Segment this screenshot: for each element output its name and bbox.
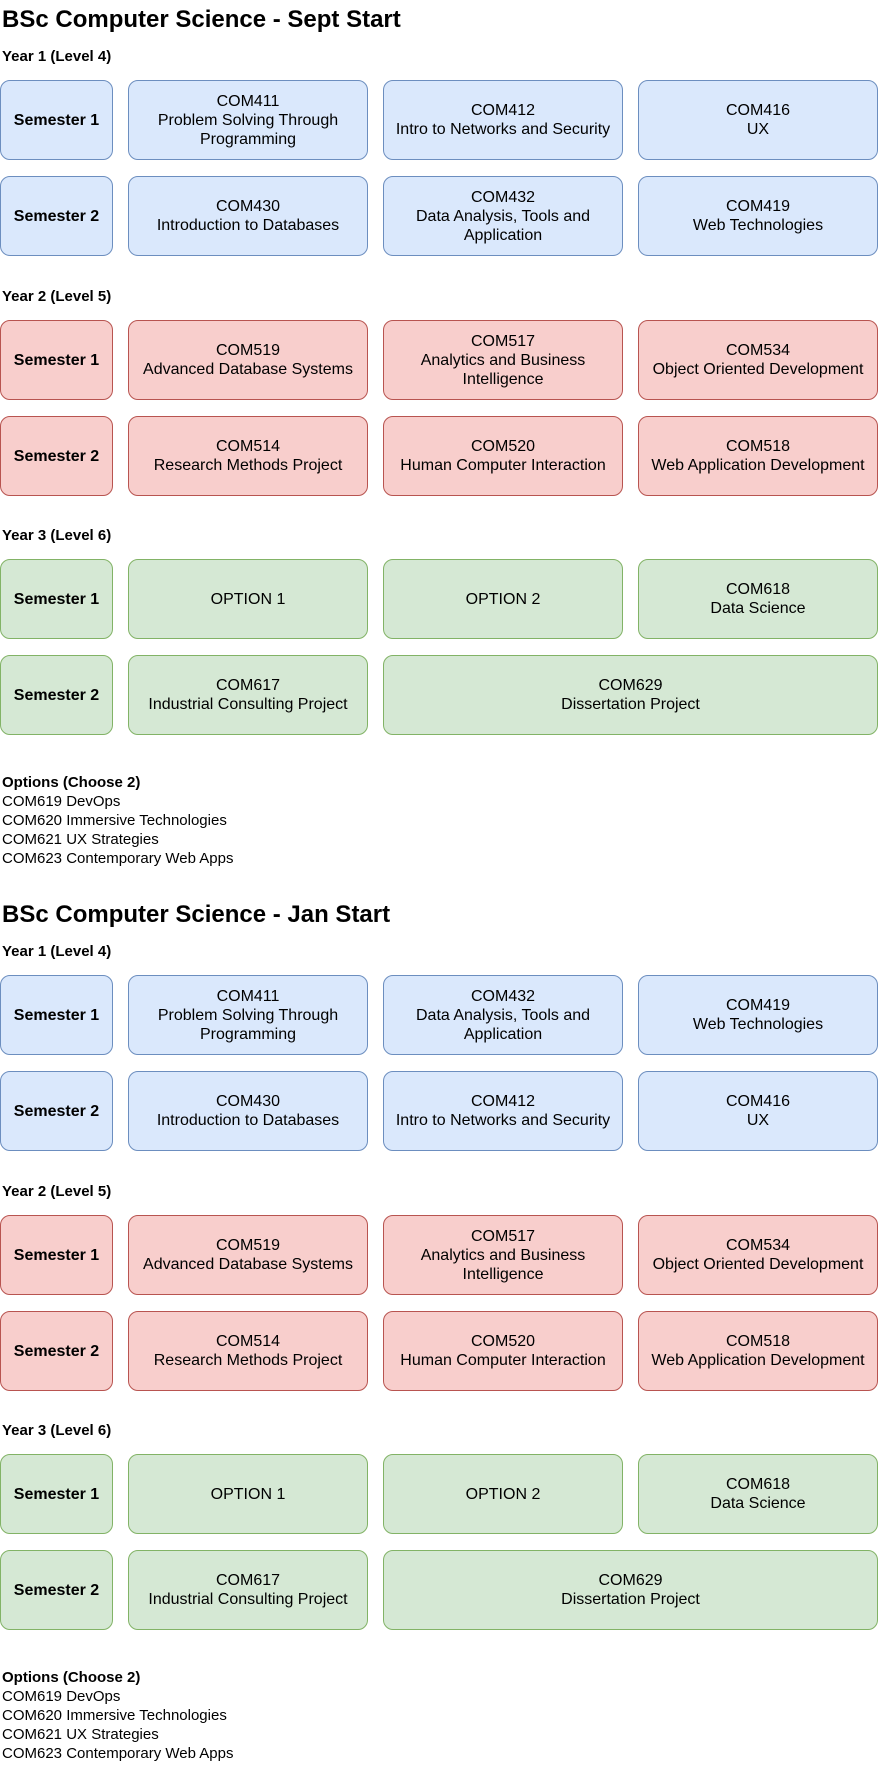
- semester-label: [0, 1311, 113, 1391]
- option-box: [383, 1454, 623, 1534]
- module-box: [383, 176, 623, 256]
- module-name: Data Science: [710, 600, 806, 617]
- module-code: COM520: [470, 1333, 536, 1350]
- module-box: [383, 1215, 623, 1295]
- module-box: [638, 1454, 878, 1534]
- module-code: COM411: [216, 92, 280, 110]
- semester-label: [0, 655, 113, 735]
- module-box: [638, 1071, 878, 1151]
- year-label: Year 1 (Level 4): [2, 943, 112, 960]
- module-name: Human Computer Interaction: [400, 457, 606, 474]
- module-code: COM534: [725, 1237, 791, 1254]
- module-name: Web Application Development: [651, 1352, 865, 1369]
- module-code: COM517: [470, 332, 536, 350]
- module-box: [383, 320, 623, 400]
- module-code: COM519: [215, 342, 281, 359]
- module-code: COM514: [215, 438, 281, 455]
- module-name: Problem Solving Through Programming: [157, 111, 339, 148]
- module-name: Web Application Development: [651, 457, 865, 474]
- module-name: UX: [746, 121, 770, 138]
- module-box: [638, 1215, 878, 1295]
- module-name: Research Methods Project: [153, 1352, 343, 1369]
- programme-title: BSc Computer Science - Jan Start: [2, 901, 391, 928]
- module-code: COM412: [470, 102, 536, 119]
- module-code: COM432: [470, 987, 536, 1005]
- semester-label-text: Semester 1: [13, 1006, 100, 1024]
- options-title: Options (Choose 2): [2, 1669, 141, 1686]
- module-code: COM534: [725, 342, 791, 359]
- option-item: COM621 UX Strategies: [2, 1726, 159, 1743]
- option-item: COM621 UX Strategies: [2, 831, 159, 848]
- semester-label: [0, 1454, 113, 1534]
- option-item: COM620 Immersive Technologies: [2, 812, 227, 829]
- module-code: COM617: [215, 677, 281, 694]
- year-label: Year 1 (Level 4): [2, 48, 112, 65]
- module-name: Web Technologies: [692, 217, 824, 234]
- option-item: COM619 DevOps: [2, 793, 121, 810]
- option-item: COM623 Contemporary Web Apps: [2, 1745, 234, 1762]
- module-box: [128, 1311, 368, 1391]
- semester-label: [0, 559, 113, 639]
- module-code: COM518: [725, 1333, 791, 1350]
- module-name: OPTION 1: [210, 590, 286, 608]
- semester-label-text: Semester 1: [13, 590, 100, 608]
- module-name: Research Methods Project: [153, 457, 343, 474]
- module-name: Intro to Networks and Security: [395, 121, 611, 138]
- year-label: Year 2 (Level 5): [2, 1183, 112, 1200]
- module-box: [383, 416, 623, 496]
- module-name: Data Analysis, Tools and Application: [415, 1006, 591, 1043]
- module-code: COM430: [215, 1093, 281, 1110]
- module-code: COM520: [470, 438, 536, 455]
- option-box: [128, 559, 368, 639]
- module-box: [383, 1550, 878, 1630]
- module-name: Analytics and Business Intelligence: [420, 1246, 586, 1283]
- module-box: [638, 416, 878, 496]
- semester-label: [0, 1071, 113, 1151]
- module-name: Data Analysis, Tools and Application: [415, 207, 591, 244]
- module-name: Dissertation Project: [561, 696, 700, 713]
- option-item: COM620 Immersive Technologies: [2, 1707, 227, 1724]
- module-code: COM514: [215, 1333, 281, 1350]
- semester-label-text: Semester 2: [13, 1102, 100, 1120]
- semester-label: [0, 80, 113, 160]
- module-box: [638, 1311, 878, 1391]
- module-name: Introduction to Databases: [156, 217, 340, 234]
- semester-label-text: Semester 2: [13, 1342, 100, 1360]
- module-box: [128, 176, 368, 256]
- module-code: COM432: [470, 188, 536, 206]
- option-box: [128, 1454, 368, 1534]
- module-name: Web Technologies: [692, 1016, 824, 1033]
- module-box: [128, 320, 368, 400]
- module-name: Intro to Networks and Security: [395, 1112, 611, 1129]
- module-name: OPTION 2: [465, 590, 541, 608]
- module-code: COM430: [215, 198, 281, 215]
- module-code: COM519: [215, 1237, 281, 1254]
- module-name: Problem Solving Through Programming: [157, 1006, 339, 1043]
- semester-label-text: Semester 1: [13, 1485, 100, 1503]
- module-code: COM419: [725, 997, 791, 1014]
- module-name: Industrial Consulting Project: [148, 1591, 348, 1608]
- option-item: COM623 Contemporary Web Apps: [2, 850, 234, 867]
- semester-label-text: Semester 1: [13, 111, 100, 129]
- module-code: COM416: [725, 1093, 791, 1110]
- semester-label: [0, 176, 113, 256]
- programme-title: BSc Computer Science - Sept Start: [2, 6, 401, 33]
- module-box: [383, 655, 878, 735]
- semester-label: [0, 975, 113, 1055]
- module-name: OPTION 2: [465, 1485, 541, 1503]
- module-name: Introduction to Databases: [156, 1112, 340, 1129]
- semester-label: [0, 1550, 113, 1630]
- module-name: Analytics and Business Intelligence: [420, 351, 586, 388]
- options-list: [2, 1668, 234, 1763]
- module-name: Human Computer Interaction: [400, 1352, 606, 1369]
- module-code: COM629: [598, 677, 663, 694]
- module-box: [128, 655, 368, 735]
- module-name: OPTION 1: [210, 1485, 286, 1503]
- module-code: COM517: [470, 1227, 536, 1245]
- module-box: [638, 176, 878, 256]
- option-box: [383, 559, 623, 639]
- module-box: [383, 975, 623, 1055]
- semester-label: [0, 416, 113, 496]
- module-name: Advanced Database Systems: [143, 1256, 353, 1273]
- module-name: Data Science: [710, 1495, 806, 1512]
- module-name: UX: [746, 1112, 770, 1129]
- module-box: [638, 975, 878, 1055]
- semester-label-text: Semester 2: [13, 1581, 100, 1599]
- module-box: [128, 80, 368, 160]
- year-label: Year 3 (Level 6): [2, 527, 112, 544]
- year-label: Year 2 (Level 5): [2, 288, 112, 305]
- semester-label-text: Semester 1: [13, 1246, 100, 1264]
- module-box: [383, 1071, 623, 1151]
- module-box: [128, 1550, 368, 1630]
- module-box: [128, 416, 368, 496]
- module-box: [128, 1215, 368, 1295]
- module-code: COM416: [725, 102, 791, 119]
- module-name: Object Oriented Development: [652, 1256, 864, 1273]
- module-box: [128, 1071, 368, 1151]
- options-list: [2, 773, 234, 868]
- module-code: COM618: [725, 1476, 791, 1493]
- semester-label-text: Semester 2: [13, 447, 100, 465]
- semester-label: [0, 320, 113, 400]
- module-code: COM618: [725, 581, 791, 598]
- module-box: [638, 559, 878, 639]
- module-box: [638, 320, 878, 400]
- semester-label-text: Semester 2: [13, 686, 100, 704]
- module-box: [128, 975, 368, 1055]
- module-box: [638, 80, 878, 160]
- module-code: COM629: [598, 1572, 663, 1589]
- module-code: COM419: [725, 198, 791, 215]
- module-name: Dissertation Project: [561, 1591, 700, 1608]
- module-code: COM617: [215, 1572, 281, 1589]
- module-name: Object Oriented Development: [652, 361, 864, 378]
- module-name: Industrial Consulting Project: [148, 696, 348, 713]
- semester-label: [0, 1215, 113, 1295]
- year-label: Year 3 (Level 6): [2, 1422, 112, 1439]
- semester-label-text: Semester 1: [13, 351, 100, 369]
- semester-label-text: Semester 2: [13, 207, 100, 225]
- module-code: COM411: [216, 987, 280, 1005]
- option-item: COM619 DevOps: [2, 1688, 121, 1705]
- options-title: Options (Choose 2): [2, 774, 141, 791]
- module-code: COM518: [725, 438, 791, 455]
- module-name: Advanced Database Systems: [143, 361, 353, 378]
- programme-jan: [0, 895, 881, 1790]
- module-code: COM412: [470, 1093, 536, 1110]
- module-box: [383, 1311, 623, 1391]
- module-box: [383, 80, 623, 160]
